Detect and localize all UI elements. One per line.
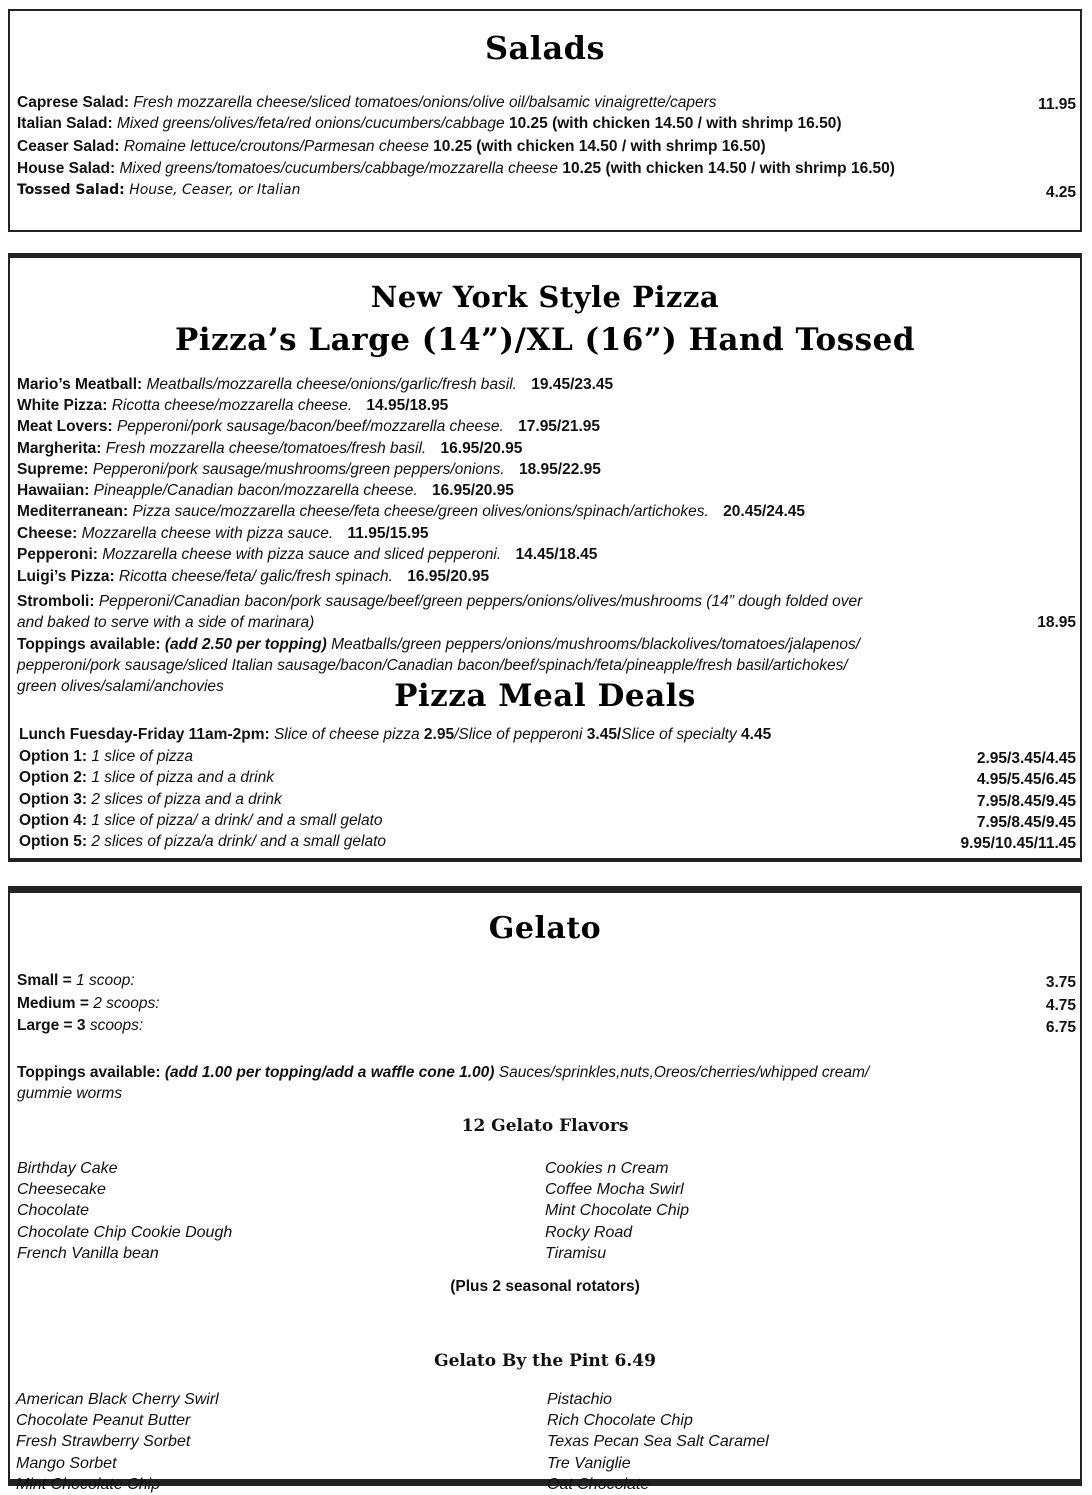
flavor-item: Mint Chocolate Chip	[16, 1475, 161, 1493]
item-desc: Meatballs/mozzarella cheese/onions/garlic/fresh basil.	[146, 376, 517, 393]
gelato-size	[17, 994, 1074, 1014]
menu-item	[17, 481, 1074, 501]
item-desc: Mozzarella cheese with pizza sauce.	[81, 525, 334, 542]
flavor-item: Rocky Road	[545, 1223, 633, 1241]
flavor-item: Cheesecake	[17, 1181, 106, 1199]
toppings-note: (add 1.00 per topping/add a waffle cone 1.00)	[164, 1064, 495, 1081]
gelato-size	[17, 971, 1074, 991]
salads-title: Salads	[484, 29, 606, 67]
gelato-size	[17, 1016, 1074, 1036]
item-price: 14.45/18.45	[515, 546, 598, 563]
flavor-item: Rich Chocolate Chip	[547, 1412, 693, 1430]
pizza-subtitle: Pizza’s Large (14”)/XL (16”) Hand Tossed	[174, 322, 916, 358]
option-label: Option 3:	[19, 790, 88, 808]
item-name: Ceaser Salad:	[17, 138, 120, 155]
item-desc: Fresh mozzarella cheese/tomatoes/fresh basil.	[105, 440, 427, 457]
item-price: 10.25 (with chicken 14.50 / with shrimp 16.50)	[508, 115, 842, 132]
size-label: Large = 3	[17, 1017, 86, 1034]
item-desc: and baked to serve with a side of marinara)	[17, 614, 315, 631]
item-price: 16.95/20.95	[407, 568, 490, 585]
item-price: 11.95/15.95	[347, 525, 429, 542]
item-desc: Mixed greens/olives/feta/red onions/cucumbers/cabbage	[116, 115, 505, 132]
flavor-item: Mango Sorbet	[16, 1454, 117, 1472]
toppings-list: Meatballs/green peppers/onions/mushrooms/blackolives/tomatoes/jalapenos/	[331, 636, 861, 653]
option-price: 2.95/3.45/4.45	[976, 750, 1076, 767]
item-price: 19.45/23.45	[531, 376, 614, 393]
size-price: 3.75	[1045, 974, 1076, 991]
size-price: 6.75	[1045, 1019, 1076, 1036]
flavor-item: Chocolate	[17, 1202, 90, 1220]
menu-item-stromboli	[17, 592, 1074, 612]
lunch-desc: Slice of cheese pizza	[273, 726, 420, 743]
pizza-toppings-line2	[17, 656, 1074, 676]
flavor-item: Tre Vaniglie	[547, 1454, 631, 1472]
item-price: 14.95/18.95	[366, 397, 449, 414]
pint-right-list	[547, 1389, 769, 1495]
option-label: Option 4:	[19, 811, 88, 829]
pint-title: Gelato By the Pint 6.49	[434, 1351, 656, 1371]
size-desc: scoops:	[89, 1017, 144, 1034]
pint-left-list	[16, 1389, 219, 1495]
item-desc: Pepperoni/pork sausage/bacon/beef/mozzarella cheese.	[116, 418, 504, 435]
item-desc: Pineapple/Canadian bacon/mozzarella cheese.	[93, 482, 418, 499]
size-label: Small =	[17, 972, 72, 989]
item-name: Luigi’s Pizza:	[17, 568, 115, 585]
menu-item	[17, 93, 1074, 113]
item-name: Stromboli:	[17, 593, 95, 610]
item-name: Italian Salad:	[17, 115, 113, 132]
pizza-title: New York Style Pizza	[370, 280, 720, 314]
option-desc: 1 slice of pizza/ a drink/ and a small gelato	[91, 811, 383, 829]
toppings-note: (add 2.50 per topping)	[164, 636, 327, 653]
option-label: Option 2:	[19, 769, 88, 787]
flavor-item: Chocolate Peanut Butter	[16, 1412, 191, 1430]
item-price: 4.25	[1045, 184, 1076, 201]
option-desc: 1 slice of pizza	[91, 748, 194, 765]
flavor-item: French Vanilla bean	[17, 1244, 159, 1262]
item-name: Tossed Salad:	[17, 182, 125, 198]
meal-option	[19, 768, 1074, 788]
lunch-desc: Slice of specialty	[621, 726, 737, 743]
option-price: 7.95/8.45/9.45	[976, 792, 1076, 810]
item-price: 20.45/24.45	[723, 503, 806, 520]
pizza-toppings	[17, 635, 1074, 655]
item-name: Caprese Salad:	[17, 94, 129, 111]
flavor-item: Texas Pecan Sea Salt Caramel	[547, 1433, 769, 1451]
menu-item	[17, 502, 1074, 522]
gelato-title: Gelato	[488, 911, 602, 946]
item-price: 16.95/20.95	[440, 440, 523, 457]
flavors-title: 12 Gelato Flavors	[461, 1116, 629, 1136]
option-desc: 1 slice of pizza and a drink	[91, 769, 274, 787]
option-price: 9.95/10.45/11.45	[960, 835, 1076, 853]
menu-item	[17, 375, 1074, 395]
item-name: Pepperoni:	[17, 546, 98, 563]
item-price: 10.25 (with chicken 14.50 / with shrimp 16.50)	[433, 138, 766, 155]
meal-option	[19, 811, 1074, 831]
lunch-price: 3.45/	[586, 726, 622, 743]
item-desc: Fresh mozzarella cheese/sliced tomatoes/onions/olive oil/balsamic vinaigrette/capers	[133, 94, 717, 111]
item-desc: House, Ceaser, or Italian	[129, 182, 301, 198]
meal-option	[19, 832, 1074, 852]
lunch-label: Lunch Fuesday-Friday 11am-2pm:	[19, 726, 270, 743]
toppings-list: pepperoni/pork sausage/sliced Italian sausage/bacon/Canadian bacon/beef/spinach/feta/pineapple/fresh basil/artichokes/	[17, 657, 848, 674]
option-desc: 2 slices of pizza/a drink/ and a small gelato	[91, 833, 386, 851]
option-price: 7.95/8.45/9.45	[976, 813, 1076, 831]
item-desc: Mozzarella cheese with pizza sauce and sliced pepperoni.	[102, 546, 502, 563]
menu-item	[17, 567, 1074, 587]
item-name: House Salad:	[17, 160, 116, 177]
flavor-item: Cookies n Cream	[545, 1160, 669, 1177]
seasonal-note: (Plus 2 seasonal rotators)	[450, 1278, 640, 1295]
size-price: 4.75	[1045, 997, 1076, 1014]
flavor-item: Coffee Mocha Swirl	[545, 1181, 684, 1199]
menu-item	[17, 114, 1074, 134]
flavors-left-list	[17, 1158, 232, 1264]
lunch-price: 4.45	[741, 726, 772, 743]
meal-option	[19, 747, 1074, 767]
flavor-item: Chocolate Chip Cookie Dough	[17, 1223, 233, 1241]
menu-item	[17, 396, 1074, 416]
item-desc: Pepperoni/pork sausage/mushrooms/green peppers/onions.	[92, 461, 505, 478]
item-desc-continued	[17, 613, 1074, 633]
flavor-item: American Black Cherry Swirl	[16, 1391, 219, 1408]
toppings-list: green olives/salami/anchovies	[17, 678, 224, 695]
size-label: Medium =	[17, 995, 89, 1012]
option-label: Option 5:	[19, 833, 88, 851]
item-desc: Mixed greens/tomatoes/cucumbers/cabbage/mozzarella cheese	[119, 160, 559, 177]
item-name: Cheese:	[17, 525, 78, 542]
size-desc: 2 scoops:	[93, 995, 160, 1012]
menu-item	[17, 417, 1074, 437]
item-name: Supreme:	[17, 461, 89, 478]
flavor-item: Fresh Strawberry Sorbet	[16, 1433, 191, 1451]
toppings-label: Toppings available:	[17, 1064, 161, 1081]
meal-option	[19, 790, 1074, 810]
toppings-list: gummie worms	[17, 1085, 123, 1102]
menu-item	[17, 137, 1074, 157]
flavor-item: Birthday Cake	[17, 1160, 118, 1177]
gelato-toppings	[17, 1063, 1074, 1083]
menu-item	[17, 159, 1074, 179]
item-price: 10.25 (with chicken 14.50 / with shrimp 16.50)	[562, 160, 895, 177]
item-price: 11.95	[1038, 96, 1076, 113]
item-name: White Pizza:	[17, 397, 108, 414]
lunch-deal	[19, 725, 1074, 745]
size-desc: 1 scoop:	[76, 972, 135, 989]
item-desc: Pizza sauce/mozzarella cheese/feta cheese/green olives/onions/spinach/artichokes.	[132, 503, 709, 520]
item-price: 18.95/22.95	[519, 461, 601, 478]
item-name: Mario’s Meatball:	[17, 376, 143, 393]
item-name: Margherita:	[17, 440, 102, 457]
item-price: 17.95/21.95	[518, 418, 601, 435]
flavors-right-list	[545, 1158, 689, 1264]
option-desc: 2 slices of pizza and a drink	[91, 790, 282, 808]
menu-item	[17, 545, 1074, 565]
lunch-desc: /Slice of pepperoni	[454, 726, 583, 743]
menu-item	[17, 180, 1074, 200]
toppings-label: Toppings available:	[17, 636, 161, 653]
item-price: 18.95	[1037, 614, 1076, 631]
meal-deals-title: Pizza Meal Deals	[394, 678, 696, 714]
menu-item	[17, 460, 1074, 480]
menu-item	[17, 439, 1074, 459]
flavor-item: Mint Chocolate Chip	[545, 1202, 690, 1220]
salads-section	[8, 9, 1082, 232]
gelato-section	[8, 886, 1082, 1493]
item-name: Hawaiian:	[17, 482, 90, 499]
item-desc: Romaine lettuce/croutons/Parmesan cheese	[123, 138, 429, 155]
flavor-item: Oat Chocolate	[547, 1475, 650, 1493]
option-label: Option 1:	[19, 748, 88, 765]
pizza-section	[8, 253, 1082, 862]
item-desc: Ricotta cheese/feta/ galic/fresh spinach.	[118, 568, 393, 585]
option-price: 4.95/5.45/6.45	[976, 771, 1076, 789]
item-desc: Pepperoni/Canadian bacon/pork sausage/beef/green peppers/onions/olives/mushrooms (14” dough folded over	[98, 593, 863, 610]
gelato-toppings-line2	[17, 1084, 1074, 1104]
item-name: Meat Lovers:	[17, 418, 113, 435]
item-name: Mediterranean:	[17, 503, 129, 520]
toppings-list: Sauces/sprinkles,nuts,Oreos/cherries/whipped cream/	[498, 1064, 870, 1081]
flavor-item: Pistachio	[547, 1391, 612, 1408]
item-desc: Ricotta cheese/mozzarella cheese.	[111, 397, 353, 414]
lunch-price: 2.95	[423, 726, 455, 743]
menu-item	[17, 524, 1074, 544]
flavor-item: Tiramisu	[545, 1244, 607, 1262]
item-price: 16.95/20.95	[431, 482, 514, 499]
